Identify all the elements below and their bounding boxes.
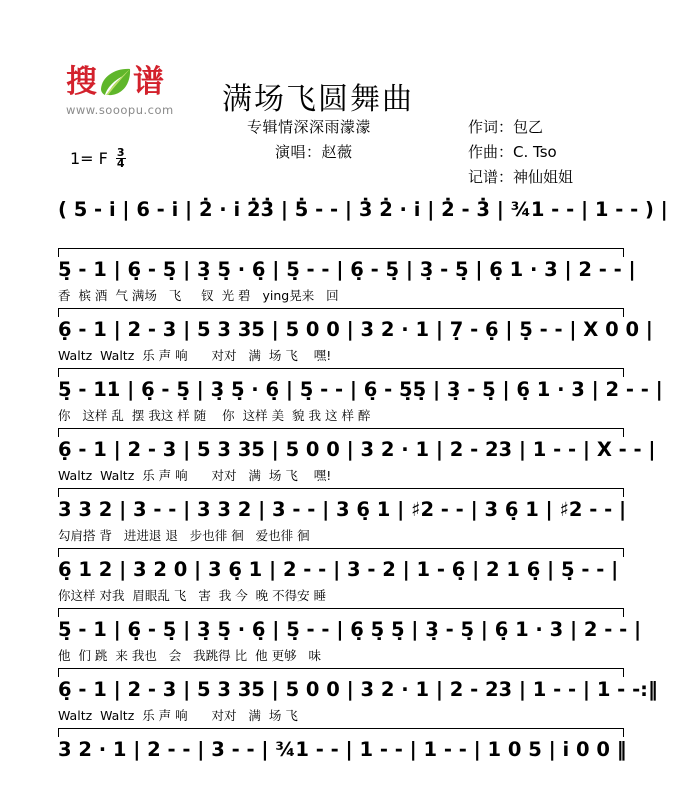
note-sequence: 3 3 2 | 3 - - | 3 3 2 | 3 - - | 3 6̣ 1 | ♯2 - - | 3 6̣ 1 | ♯2 - - | [58, 498, 627, 521]
key-time-signature [70, 148, 126, 169]
lyric-line: Waltz Waltz 乐 声 响 对对 满 场 飞 嘿! [58, 348, 332, 363]
note-sequence: 3 2 · 1 | 2 - - | 3 - - | ¾1 - - | 1 - - | 1 - - | 1 0 5 | i 0 0 ‖ [58, 738, 627, 761]
lyric-line: Waltz Waltz 乐 声 响 对对 满 场 飞 嘿! [58, 468, 332, 483]
staff-bracket [58, 488, 624, 497]
lyric-line: 你这样 对我 眉眼乱 飞 害 我 今 晚 不得安 睡 [58, 588, 327, 603]
note-sequence: 5̣ - 11 | 6̣ - 5̣ | 3̣ 5̣ · 6̣ | 5̣ - - | 6̣ - 5̣5̣ | 3̣ - 5̣ | 6̣ 1 · 3 | 2 - - | [58, 378, 663, 401]
time-signature [116, 148, 126, 169]
music-score [0, 186, 679, 786]
leaf-icon [98, 67, 132, 97]
note-sequence: 6̣ 1 2 | 3 2 0 | 3 6̣ 1 | 2 - - | 3 - 2 | 1 - 6̣ | 2 1 6̣ | 5̣ - - | [58, 558, 619, 581]
composer-label: 作曲：C. Tso [468, 143, 557, 161]
note-sequence: ( 5 - i̇ | 6 - i̇ | 2̇ · i̇ 2̇3̇ | 5̇ - - | 3̇ 2̇ · i̇ | 2̇ - 3̇ | ¾1 - - | 1 - - ) | [58, 198, 668, 221]
note-sequence: 6̣ - 1 | 2 - 3 | 5 3 35 | 5 0 0 | 3 2 · 1 | 2 - 23 | 1 - - | X - - | [58, 438, 656, 461]
transcriber-label: 记谱：神仙姐姐 [468, 168, 574, 186]
staff-bracket [58, 308, 624, 317]
staff-bracket [58, 668, 624, 677]
staff-row [0, 666, 679, 726]
staff-bracket [58, 608, 624, 617]
singer-label: 演唱：赵薇 [275, 143, 353, 161]
staff-row [0, 606, 679, 666]
note-sequence: 5̣ - 1 | 6̣ - 5̣ | 3̣ 5̣ · 6̣ | 5̣ - - | 6̣ 5̣ 5̣ | 3̣ - 5̣ | 6̣ 1 · 3 | 2 - - | [58, 618, 642, 641]
time-denominator: 4 [116, 157, 125, 170]
staff-bracket [58, 728, 624, 737]
lyric-line: 他 们 跳 来 我也 会 我跳得 比 他 更够 味 [58, 648, 321, 663]
staff-row [0, 426, 679, 486]
staff-row [0, 186, 679, 246]
lyricist-label: 作词：包乙 [468, 118, 544, 136]
logo-graphic [66, 62, 190, 102]
sheet-header [0, 0, 679, 186]
staff-bracket [58, 368, 624, 377]
key-signature: 1= F [70, 149, 108, 168]
note-sequence: 5̣ - 1 | 6̣ - 5̣ | 3̣ 5̣ · 6̣ | 5̣ - - | 6̣ - 5̣ | 3̣ - 5̣ | 6̣ 1 · 3 | 2 - - | [58, 258, 636, 281]
lyric-line: 香 槟 酒 气 满场 飞 钗 光 碧 ying晃来 回 [58, 288, 339, 303]
site-logo[interactable] [66, 62, 190, 122]
logo-text-right: 谱 [133, 63, 164, 100]
note-sequence: 6̣ - 1 | 2 - 3 | 5 3 35 | 5 0 0 | 3 2 · 1 | 7̣ - 6̣ | 5̣ - - | X 0 0 | [58, 318, 653, 341]
staff-row [0, 306, 679, 366]
staff-row [0, 246, 679, 306]
lyric-line: 你 这样 乱 摆 我这 样 随 你 这样 美 貌 我 这 样 醉 [58, 408, 371, 423]
staff-row [0, 486, 679, 546]
lyric-line: 勾肩搭 背 进进退 退 步也徘 徊 爱也徘 徊 [58, 528, 310, 543]
logo-text-left: 搜 [66, 63, 97, 100]
time-numerator: 3 [116, 146, 125, 159]
staff-row [0, 546, 679, 606]
staff-bracket [58, 248, 624, 257]
lyric-line: Waltz Waltz 乐 声 响 对对 满 场 飞 [58, 708, 298, 723]
staff-bracket [58, 548, 624, 557]
note-sequence: 6̣ - 1 | 2 - 3 | 5 3 35 | 5 0 0 | 3 2 · 1 | 2 - 23 | 1 - - | 1 - -:‖ [58, 678, 658, 701]
credits-block [468, 115, 573, 190]
site-url[interactable]: www.sooopu.com [66, 103, 174, 117]
page-title: 满场飞圆舞曲 [222, 82, 414, 117]
staff-row [0, 726, 679, 786]
album-label: 专辑情深深雨濛濛 [247, 118, 372, 136]
staff-bracket [58, 428, 624, 437]
staff-row [0, 366, 679, 426]
